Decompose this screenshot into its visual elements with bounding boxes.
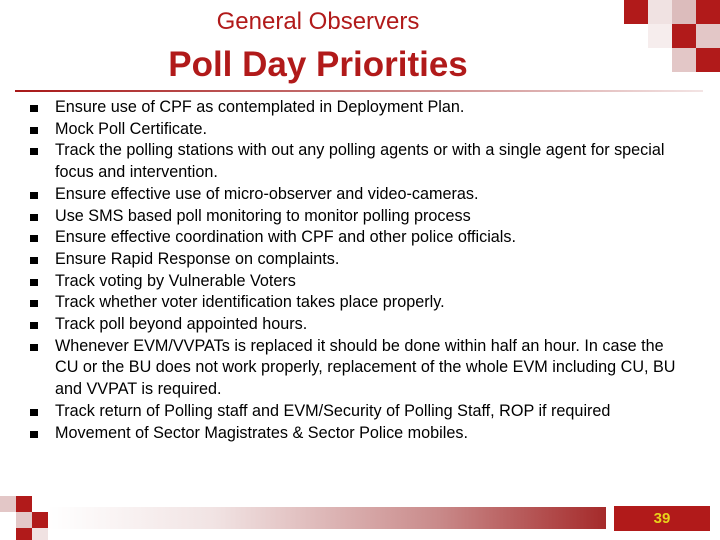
list-item-text: Ensure effective use of micro-observer and video-cameras. xyxy=(55,184,479,203)
title-divider xyxy=(15,90,703,92)
list-item-text: Ensure effective coordination with CPF and other police officials. xyxy=(55,228,516,247)
list-item xyxy=(0,184,700,206)
square-bullet-icon xyxy=(30,105,38,112)
list-item xyxy=(0,423,700,445)
list-item-text: Movement of Sector Magistrates & Sector Police mobiles. xyxy=(55,423,468,442)
square-bullet-icon xyxy=(30,431,38,438)
list-item-text: Track whether voter identification takes place properly. xyxy=(55,293,445,312)
list-item-text: Ensure Rapid Response on complaints. xyxy=(55,249,340,268)
list-item xyxy=(0,401,700,423)
list-item xyxy=(0,336,700,401)
list-item xyxy=(0,97,700,119)
slide-subtitle: General Observers xyxy=(216,8,420,35)
list-item xyxy=(0,227,700,249)
square-bullet-icon xyxy=(30,148,38,155)
square-bullet-icon xyxy=(30,409,38,416)
list-item-text: Track poll beyond appointed hours. xyxy=(55,315,308,334)
footer-gradient-bar xyxy=(48,507,606,529)
list-item-text: Whenever EVM/VVPATs is replaced it should be done within half an hour. In case the CU or the BU does not work properly, replacement of the whole EVM including CU, BU and VVPAT is required. xyxy=(55,336,676,399)
list-item-text: Use SMS based poll monitoring to monitor polling process xyxy=(55,206,471,225)
square-bullet-icon xyxy=(30,214,38,221)
list-item xyxy=(0,119,700,141)
square-bullet-icon xyxy=(30,127,38,134)
list-item-text: Ensure use of CPF as contemplated in Deployment Plan. xyxy=(55,98,465,116)
square-bullet-icon xyxy=(30,192,38,199)
slide-title: Poll Day Priorities xyxy=(168,45,468,84)
list-item-text: Track return of Polling staff and EVM/Security of Polling Staff, ROP if required xyxy=(55,401,611,420)
list-item xyxy=(0,271,700,293)
page-number: 39 xyxy=(614,506,710,531)
list-item xyxy=(0,249,700,271)
list-item xyxy=(0,206,700,228)
square-bullet-icon xyxy=(30,257,38,264)
list-item-text: Track voting by Vulnerable Voters xyxy=(55,271,296,290)
list-item xyxy=(0,314,700,336)
list-item xyxy=(0,292,700,314)
square-bullet-icon xyxy=(30,344,38,351)
list-item xyxy=(0,140,700,183)
list-item-text: Track the polling stations with out any polling agents or with a single agent for special focus and intervention. xyxy=(55,141,665,182)
list-item-text: Mock Poll Certificate. xyxy=(55,119,208,138)
square-bullet-icon xyxy=(30,279,38,286)
priority-list xyxy=(0,97,700,444)
square-bullet-icon xyxy=(30,322,38,329)
square-bullet-icon xyxy=(30,235,38,242)
square-bullet-icon xyxy=(30,300,38,307)
